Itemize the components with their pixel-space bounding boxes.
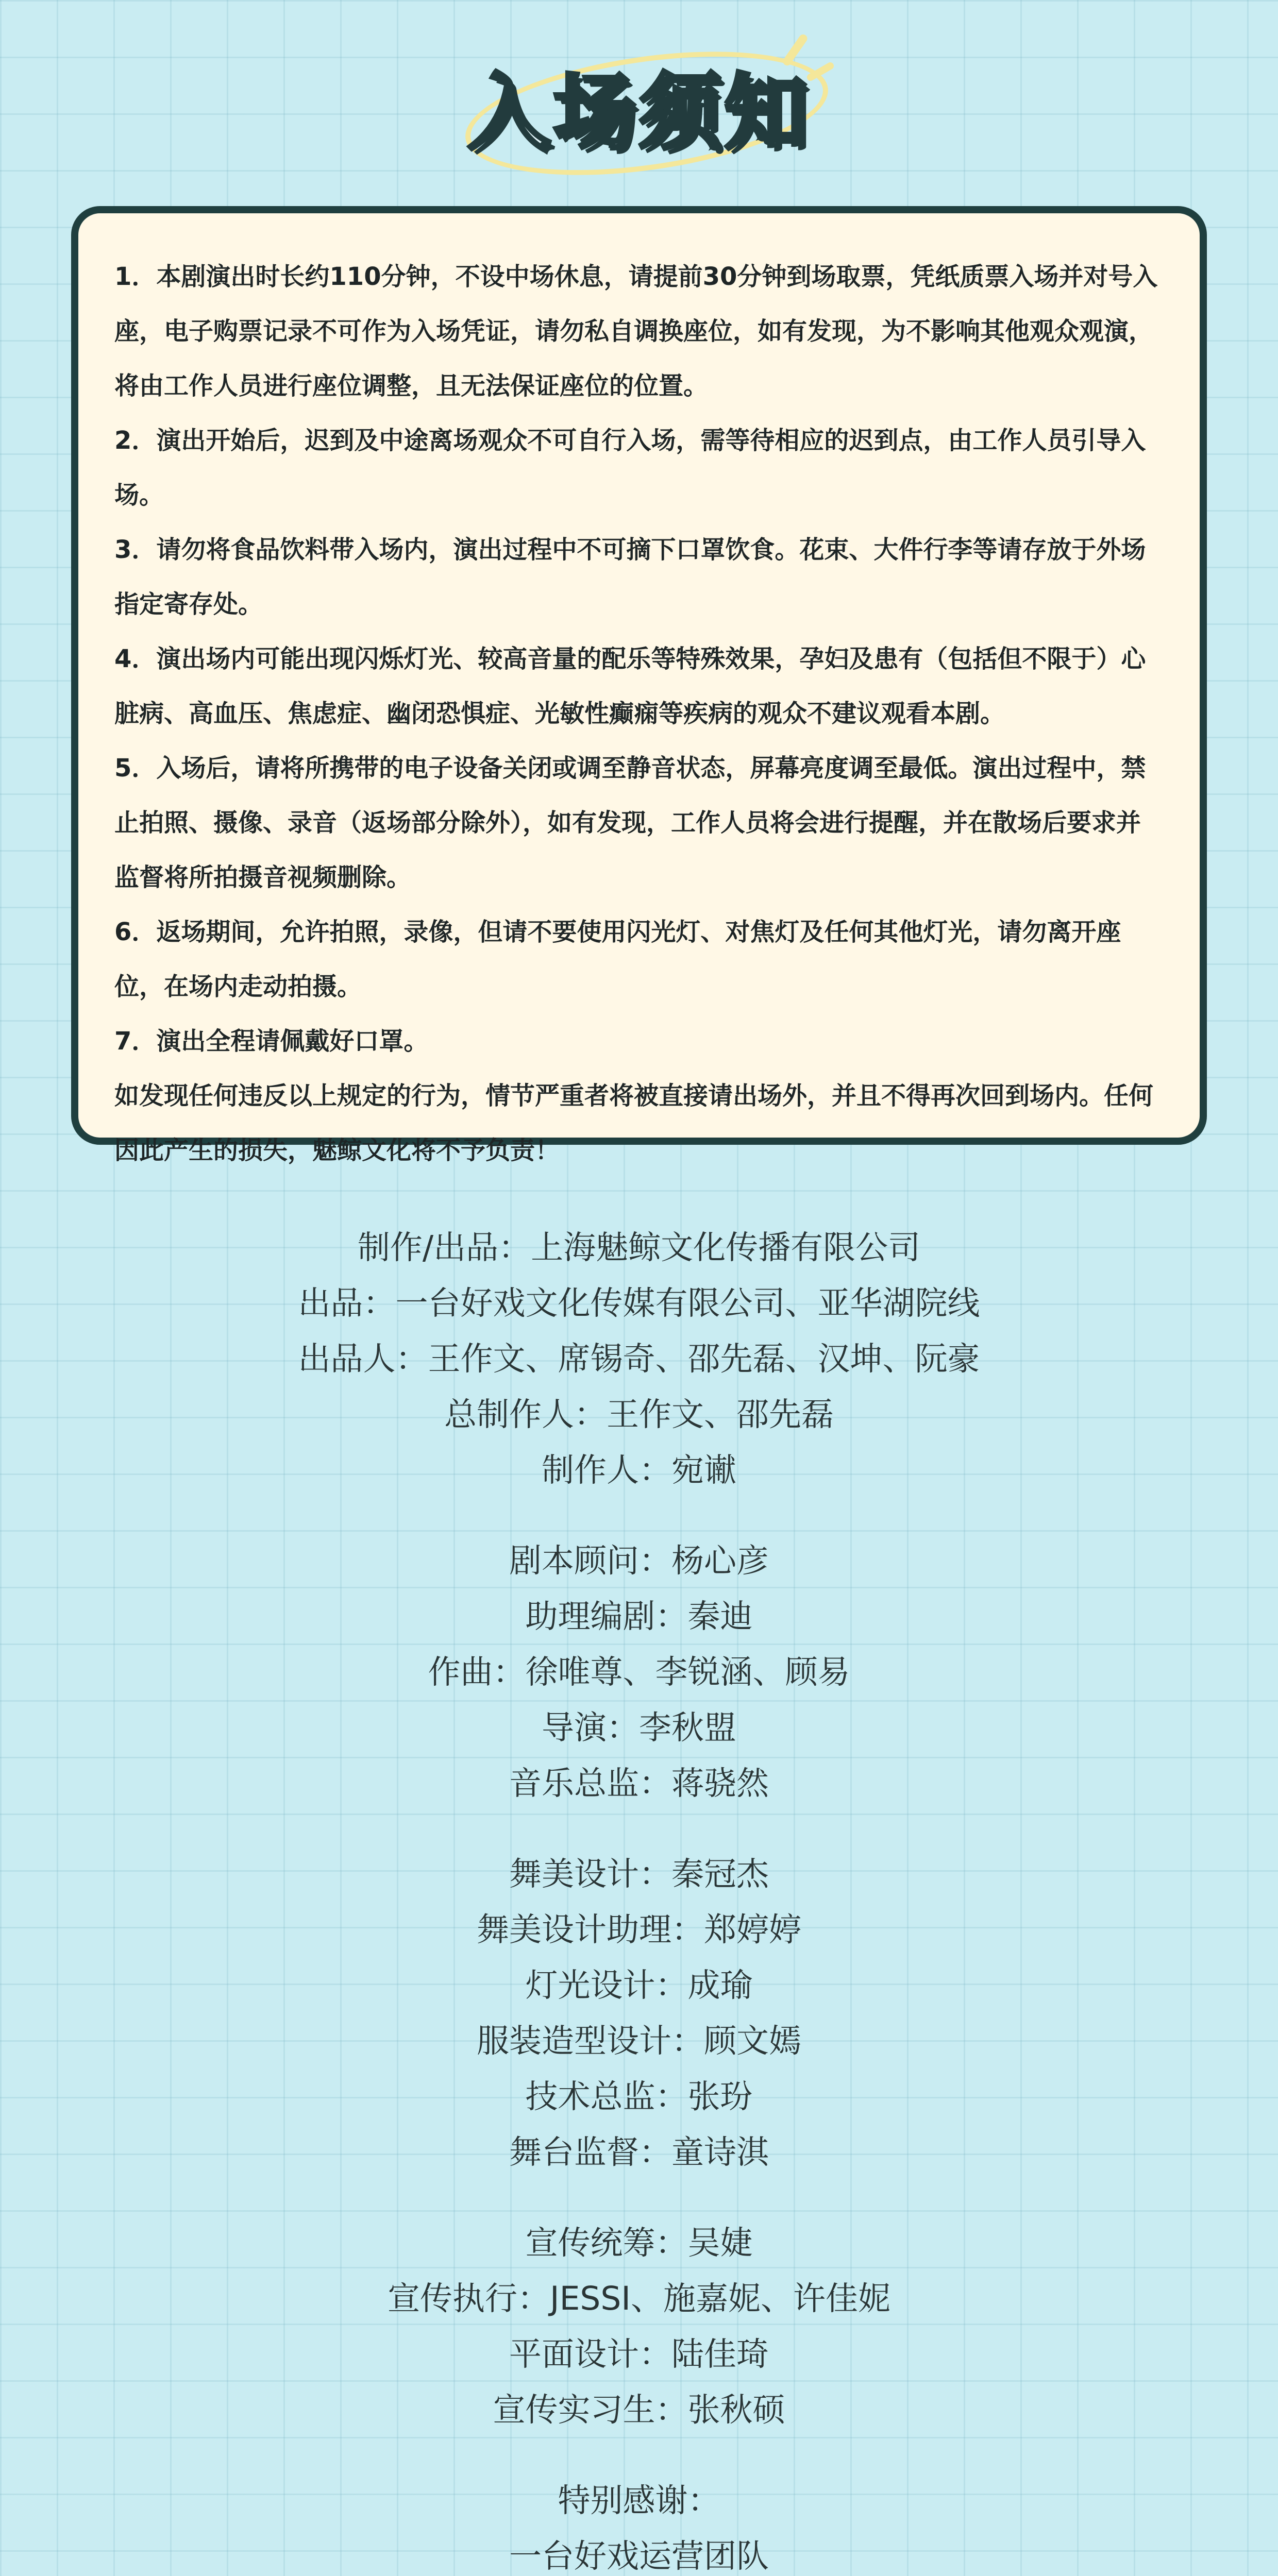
credit-line: 剧本顾问：杨心彦	[509, 1542, 769, 1580]
credit-line: 宣传执行：JESSI、施嘉妮、许佳妮	[388, 2280, 890, 2317]
credit-line: 音乐总监：蒋骁然	[509, 1765, 769, 1802]
credit-line: 出品人：王作文、席锡奇、邵先磊、汉坤、阮豪	[298, 1340, 980, 1378]
credit-line: 作曲：徐唯尊、李锐涵、顾易	[428, 1653, 850, 1691]
notice-item: 7．演出全程请佩戴好口罩。	[114, 1027, 429, 1056]
title-banner	[0, 26, 1278, 175]
credit-line: 出品：一台好戏文化传媒有限公司、亚华湖院线	[298, 1284, 980, 1322]
credits-group-creative	[0, 1533, 1278, 1811]
credit-line: 助理编剧：秦迪	[525, 1598, 753, 1635]
notice-item: 5．入场后，请将所携带的电子设备关闭或调至静音状态，屏幕亮度调至最低。演出过程中，禁止拍照、摄像、录音（返场部分除外），如有发现，工作人员将会进行提醒，并在散场后要求并监督将所拍摄音视频删除。	[114, 754, 1146, 892]
notice-item: 3．请勿将食品饮料带入场内，演出过程中不可摘下口罩饮食。花束、大件行李等请存放于外场指定寄存处。	[114, 535, 1146, 619]
credit-line: 舞美设计：秦冠杰	[509, 1855, 769, 1893]
credits-group-thanks	[0, 2473, 1278, 2576]
credit-line: 宣传实习生：张秋硕	[493, 2391, 785, 2429]
page-title: 入场须知	[467, 64, 810, 161]
credits-group-publicity	[0, 2215, 1278, 2438]
credit-line: 导演：李秋盟	[542, 1709, 736, 1747]
notice-closing: 如发现任何违反以上规定的行为，情节严重者将被直接请出场外，并且不得再次回到场内。任何因此产生的损失，魅鲸文化将不予负责！	[114, 1081, 1154, 1165]
notice-item: 1．本剧演出时长约110分钟，不设中场休息，请提前30分钟到场取票，凭纸质票入场并对号入座，电子购票记录不可作为入场凭证，请勿私自调换座位，如有发现，为不影响其他观众观演，将由工作人员进行座位调整，且无法保证座位的位置。	[114, 262, 1158, 400]
credit-line: 总制作人：王作文、邵先磊	[444, 1396, 834, 1433]
credit-line: 舞美设计助理：郑婷婷	[477, 1911, 801, 1948]
notice-card	[71, 206, 1207, 1165]
credit-line: 平面设计：陆佳琦	[509, 2335, 769, 2373]
credit-line: 制作人：宛谳	[542, 1451, 736, 1489]
notice-item: 4．演出场内可能出现闪烁灯光、较高音量的配乐等特殊效果，孕妇及患有（包括但不限于）心脏病、高血压、焦虑症、幽闭恐惧症、光敏性癫痫等疾病的观众不建议观看本剧。	[114, 645, 1146, 728]
credit-line: 一台好戏运营团队	[509, 2537, 769, 2575]
credit-line: 宣传统筹：吴婕	[525, 2224, 753, 2262]
credits-group-design	[0, 1846, 1278, 2180]
credit-line: 舞台监督：童诗淇	[509, 2133, 769, 2171]
credit-line: 技术总监：张玢	[525, 2078, 753, 2115]
notice-item: 6．返场期间，允许拍照，录像，但请不要使用闪光灯、对焦灯及任何其他灯光，请勿离开座位，在场内走动拍摄。	[114, 918, 1121, 1001]
notice-item: 2．演出开始后，迟到及中途离场观众不可自行入场，需等待相应的迟到点，由工作人员引导入场。	[114, 426, 1146, 510]
credit-line: 制作/出品：上海魅鲸文化传播有限公司	[357, 1229, 921, 1266]
credits-group-production	[0, 1220, 1278, 1498]
credit-line: 特别感谢：	[558, 2482, 720, 2519]
credit-line: 服装造型设计：顾文嫣	[477, 2022, 801, 2060]
credits-list	[0, 1220, 1278, 2576]
credit-line: 灯光设计：成瑜	[525, 1967, 753, 2004]
